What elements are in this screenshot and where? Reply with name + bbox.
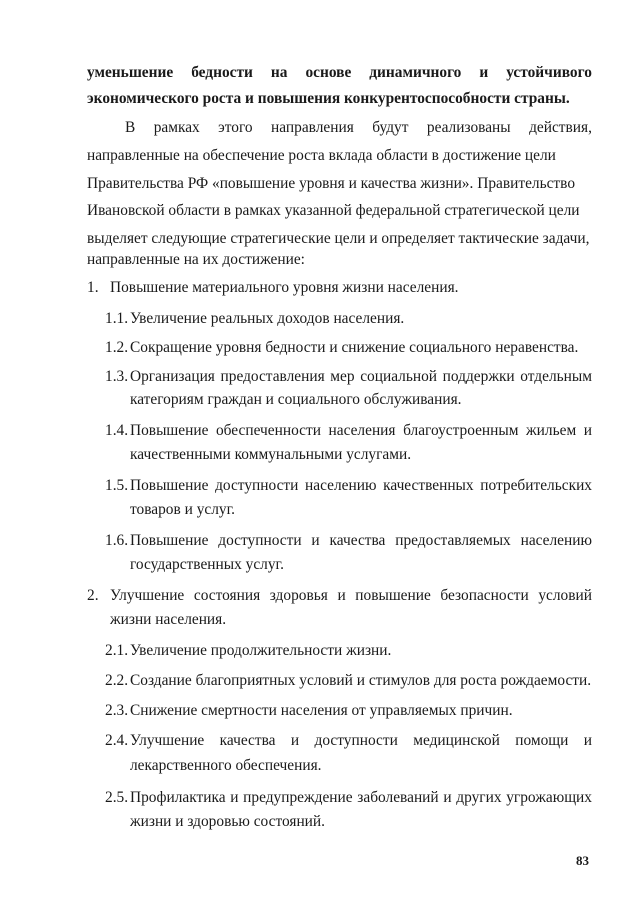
heading-word: на — [270, 64, 288, 81]
task-text: Сокращение уровня бедности и снижение социального неравенства. — [130, 339, 579, 356]
paragraph-line-4: Ивановской области в рамках указанной федеральной стратегической цели — [87, 202, 580, 219]
heading-word: основе — [305, 64, 352, 81]
paragraph-word: будут — [372, 119, 409, 136]
task-number: 1.3. — [105, 368, 129, 385]
task-number: 1.6. — [105, 532, 129, 549]
heading-line-1 — [87, 63, 592, 83]
task-number: 2.4. — [105, 732, 129, 749]
task-text: Профилактика и предупреждение заболеваний и других угрожающих — [130, 789, 592, 806]
paragraph-line-3: Правительства РФ «повышение уровня и качества жизни». Правительство — [87, 175, 576, 192]
paragraph-word: этого — [218, 119, 253, 136]
task-text-continuation: государственных услуг. — [130, 556, 284, 573]
paragraph-line-2: направленные на обеспечение роста вклада области в достижение цели — [87, 147, 556, 164]
task-number: 2.1. — [105, 642, 129, 659]
goal-title-continuation: жизни населения. — [110, 611, 227, 628]
goal-title: Повышение материального уровня жизни населения. — [110, 279, 459, 296]
goal-title: Улучшение состояния здоровья и повышение безопасности условий — [110, 587, 592, 604]
task-text-continuation: качественными коммунальными услугами. — [130, 446, 412, 463]
task-text: Увеличение продолжительности жизни. — [130, 642, 392, 659]
task-text-continuation: товаров и услуг. — [130, 501, 236, 518]
task-number: 1.2. — [105, 339, 129, 356]
task-text: Организация предоставления мер социальной поддержки отдельным — [130, 368, 592, 385]
task-text: Улучшение качества и доступности медицинской помощи и — [130, 732, 592, 749]
paragraph-word: действия, — [529, 119, 592, 136]
task-text-continuation: жизни и здоровью состояний. — [130, 813, 326, 830]
paragraph-word: направления — [271, 119, 354, 136]
task-number: 2.3. — [105, 702, 129, 719]
task-text: Увеличение реальных доходов населения. — [130, 310, 405, 327]
paragraph-word: реализованы — [426, 119, 511, 136]
task-text: Повышение доступности населению качественных потребительских — [130, 477, 592, 494]
heading-word: и — [479, 64, 489, 81]
heading-word: динамичного — [369, 64, 462, 81]
task-text-continuation: категориям граждан и социального обслуживания. — [130, 391, 462, 408]
task-text: Снижение смертности населения от управляемых причин. — [130, 702, 513, 719]
paragraph-line-5: выделяет следующие стратегические цели и определяет тактические задачи, — [87, 230, 590, 247]
heading-word: устойчивого — [506, 64, 592, 81]
task-number: 1.1. — [105, 310, 129, 327]
task-number: 1.4. — [105, 422, 129, 439]
task-text: Повышение обеспеченности населения благоустроенным жильем и — [130, 422, 592, 439]
task-number: 2.2. — [105, 672, 129, 689]
goal-number: 2. — [87, 587, 99, 604]
paragraph-word: В — [125, 119, 136, 136]
task-number: 2.5. — [105, 789, 129, 806]
paragraph-line-1 — [125, 118, 592, 138]
goal-number: 1. — [87, 279, 99, 296]
heading-line-2: экономического роста и повышения конкурентоспособности страны. — [87, 90, 570, 107]
task-number: 1.5. — [105, 477, 129, 494]
task-text-continuation: лекарственного обеспечения. — [130, 757, 322, 774]
page-number: 83 — [576, 853, 589, 868]
heading-word: уменьшение — [87, 64, 174, 81]
task-text: Повышение доступности и качества предоставляемых населению — [130, 532, 592, 549]
paragraph-line-6: направленные на их достижение: — [87, 251, 305, 268]
heading-word: бедности — [191, 64, 253, 81]
paragraph-word: рамках — [153, 119, 200, 136]
task-text: Создание благоприятных условий и стимулов для роста рождаемости. — [130, 672, 592, 689]
